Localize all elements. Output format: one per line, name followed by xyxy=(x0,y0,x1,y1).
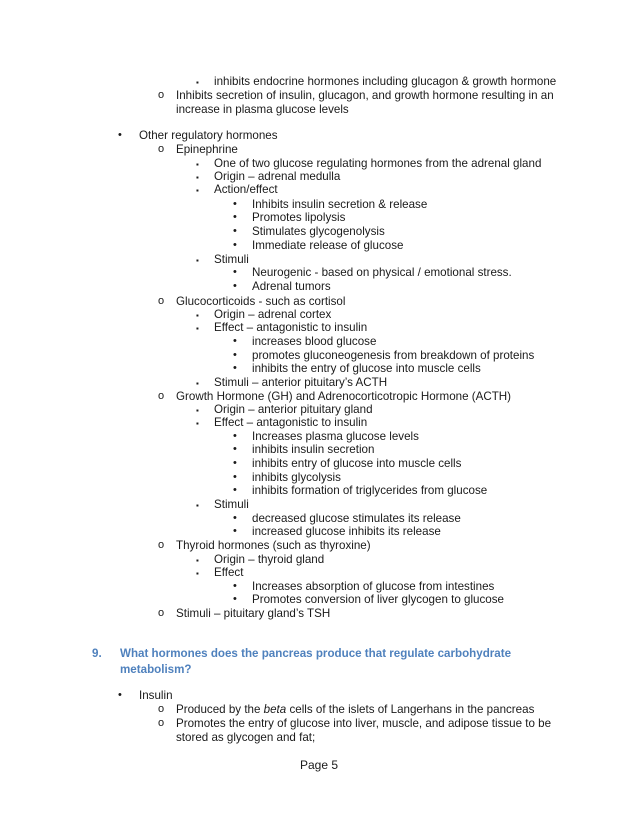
list-item-label: Origin – adrenal medulla xyxy=(214,170,341,183)
circle-bullet-icon: o xyxy=(158,607,165,619)
list-item-label: Growth Hormone (GH) and Adrenocorticotropic Hormone (ACTH) xyxy=(176,390,512,403)
list-item-label: Immediate release of glucose xyxy=(252,239,404,252)
square-bullet-icon: ▪ xyxy=(196,406,199,415)
disc-bullet-icon: • xyxy=(233,443,237,455)
disc-bullet-icon: • xyxy=(233,457,237,469)
square-bullet-icon: ▪ xyxy=(196,419,199,428)
list-item-label: Origin – anterior pituitary gland xyxy=(214,403,373,416)
disc-bullet-icon: • xyxy=(233,280,237,292)
list-item-label: inhibits insulin secretion xyxy=(252,443,375,456)
list-item-label: Effect – antagonistic to insulin xyxy=(214,416,368,429)
disc-bullet-icon: • xyxy=(233,266,237,278)
list-item-label: Inhibits secretion of insulin, glucagon, and growth hormone resulting in an xyxy=(176,89,554,102)
list-item-label: Stimulates glycogenolysis xyxy=(252,225,385,238)
disc-bullet-icon: • xyxy=(118,129,122,141)
list-item-label: inhibits glycolysis xyxy=(252,471,341,484)
square-bullet-icon: ▪ xyxy=(196,78,199,87)
list-item-label: Stimuli xyxy=(214,498,249,511)
list-item-label: Adrenal tumors xyxy=(252,280,331,293)
list-item-label: inhibits endocrine hormones including glucagon & growth hormone xyxy=(214,75,557,88)
disc-bullet-icon: • xyxy=(233,211,237,223)
disc-bullet-icon: • xyxy=(233,362,237,374)
list-item-label: Increases plasma glucose levels xyxy=(252,430,419,443)
disc-bullet-icon: • xyxy=(233,580,237,592)
list-item-label: Epinephrine xyxy=(176,143,238,156)
circle-bullet-icon: o xyxy=(158,539,165,551)
disc-bullet-icon: • xyxy=(233,593,237,605)
circle-bullet-icon: o xyxy=(158,295,165,307)
list-item-label: Promotes the entry of glucose into liver, muscle, and adipose tissue to be xyxy=(176,717,552,730)
list-item-label: inhibits the entry of glucose into muscle cells xyxy=(252,362,481,375)
disc-bullet-icon: • xyxy=(233,335,237,347)
circle-bullet-icon: o xyxy=(158,717,165,729)
disc-bullet-icon: • xyxy=(118,689,122,701)
disc-bullet-icon: • xyxy=(233,525,237,537)
square-bullet-icon: ▪ xyxy=(196,324,199,333)
list-item-label: One of two glucose regulating hormones from the adrenal gland xyxy=(214,157,542,170)
list-item-label: Effect xyxy=(214,566,244,579)
disc-bullet-icon: • xyxy=(233,471,237,483)
disc-bullet-icon: • xyxy=(233,198,237,210)
list-item-label: Effect – antagonistic to insulin xyxy=(214,321,368,334)
list-item-label: stored as glycogen and fat; xyxy=(176,731,316,744)
disc-bullet-icon: • xyxy=(233,512,237,524)
square-bullet-icon: ▪ xyxy=(196,160,199,169)
list-item-label: Thyroid hormones (such as thyroxine) xyxy=(176,539,371,552)
square-bullet-icon: ▪ xyxy=(196,569,199,578)
list-item-label: increased glucose inhibits its release xyxy=(252,525,441,538)
list-item-label: Other regulatory hormones xyxy=(139,129,278,142)
square-bullet-icon: ▪ xyxy=(196,501,199,510)
disc-bullet-icon: • xyxy=(233,430,237,442)
list-item-label: Stimuli – anterior pituitary’s ACTH xyxy=(214,376,388,389)
question-text: What hormones does the pancreas produce that regulate carbohydrate metabolism? xyxy=(120,647,512,676)
list-item-label: inhibits entry of glucose into muscle cells xyxy=(252,457,462,470)
page-number: Page 5 xyxy=(299,758,339,772)
question-number: 9. xyxy=(92,647,102,660)
circle-bullet-icon: o xyxy=(158,390,165,402)
list-item-label: inhibits formation of triglycerides from glucose xyxy=(252,484,488,497)
square-bullet-icon: ▪ xyxy=(196,173,199,182)
list-item-label: decreased glucose stimulates its release xyxy=(252,512,461,525)
circle-bullet-icon: o xyxy=(158,89,165,101)
disc-bullet-icon: • xyxy=(233,349,237,361)
circle-bullet-icon: o xyxy=(158,143,165,155)
disc-bullet-icon: • xyxy=(233,239,237,251)
list-item-label: Stimuli xyxy=(214,253,249,266)
list-item-label: Glucocorticoids - such as cortisol xyxy=(176,295,346,308)
square-bullet-icon: ▪ xyxy=(196,379,199,388)
list-item-label: Neurogenic - based on physical / emotional stress. xyxy=(252,266,512,279)
disc-bullet-icon: • xyxy=(233,225,237,237)
list-item-label: Promotes lipolysis xyxy=(252,211,346,224)
circle-bullet-icon: o xyxy=(158,703,165,715)
list-item-label: Increases absorption of glucose from intestines xyxy=(252,580,495,593)
square-bullet-icon: ▪ xyxy=(196,256,199,265)
square-bullet-icon: ▪ xyxy=(196,556,199,565)
list-item-label: increases blood glucose xyxy=(252,335,377,348)
list-item-label: increase in plasma glucose levels xyxy=(176,103,349,116)
square-bullet-icon: ▪ xyxy=(196,186,199,195)
list-item-label: Stimuli – pituitary gland’s TSH xyxy=(176,607,331,620)
list-item-label: Origin – thyroid gland xyxy=(214,553,325,566)
disc-bullet-icon: • xyxy=(233,484,237,496)
list-item-label: Insulin xyxy=(139,689,173,702)
list-item-label: Inhibits insulin secretion & release xyxy=(252,198,428,211)
list-item-label: Action/effect xyxy=(214,183,278,196)
square-bullet-icon: ▪ xyxy=(196,311,199,320)
list-item-label: promotes gluconeogenesis from breakdown of proteins xyxy=(252,349,535,362)
list-item-label: Promotes conversion of liver glycogen to glucose xyxy=(252,593,504,606)
list-item-label: Origin – adrenal cortex xyxy=(214,308,332,321)
list-item-label: Produced by the beta cells of the islets of Langerhans in the pancreas xyxy=(176,703,535,716)
